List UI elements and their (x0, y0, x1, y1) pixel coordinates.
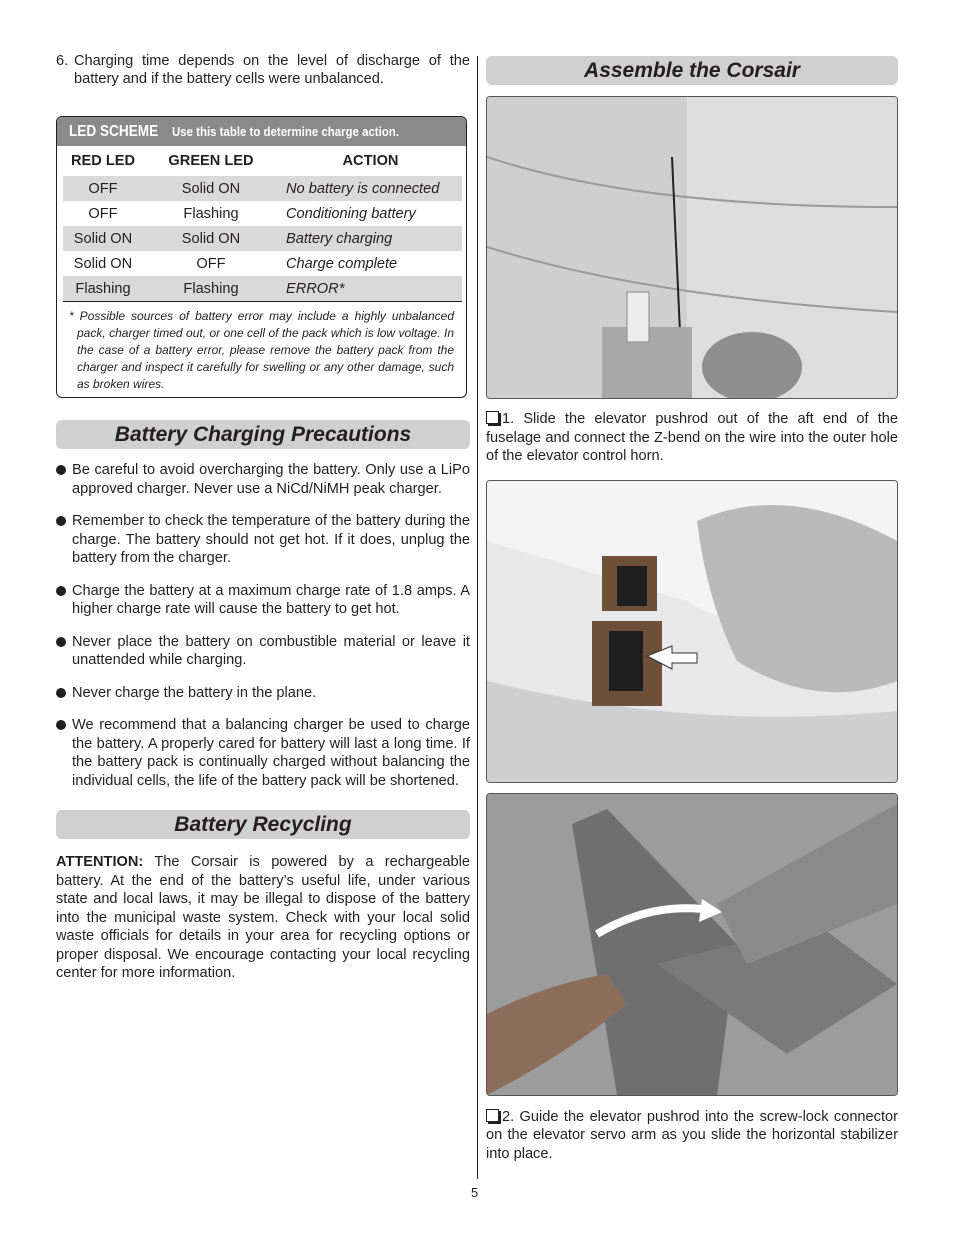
assemble-step-1 (486, 410, 898, 466)
action-cell: Battery charging (279, 226, 462, 251)
right-column (486, 56, 898, 1163)
header-action: ACTION (342, 153, 399, 169)
table-row (63, 201, 462, 226)
bullet-icon (56, 465, 66, 475)
header-green-led: GREEN LED (168, 153, 254, 169)
checkbox-icon[interactable] (486, 1109, 499, 1122)
led-scheme-box (56, 116, 467, 398)
green-led-cell: Flashing (143, 276, 279, 302)
step-6 (56, 52, 470, 88)
photo-horizontal-stabilizer (486, 793, 898, 1096)
led-scheme-subtitle: Use this table to determine charge action. (171, 124, 399, 139)
recycling-text: The Corsair is powered by a rechargeable battery. At the end of the battery’s useful life, under various state and local laws, it may be illegal to dispose of the battery into the municipal waste system. Check with your local solid waste officials for details in your area for recycling options or proper disposal. We encourage contacting your local recycling center for more information. (56, 854, 470, 981)
green-led-cell: OFF (196, 255, 226, 272)
precautions-heading: Battery Charging Precautions (56, 420, 470, 449)
list-item (56, 512, 470, 568)
step-2-text: 2. Guide the elevator pushrod into the screw-lock connector on the elevator servo arm as you slide the horizontal stabilizer into place. (486, 1108, 898, 1162)
assemble-heading: Assemble the Corsair (486, 56, 898, 85)
step-6-number: 6. (56, 53, 69, 69)
red-led-cell: Solid ON (63, 226, 143, 251)
list-item-text: Remember to check the temperature of the battery during the charge. The battery should not get hot. If it does, unplug the battery from the charger. (72, 513, 470, 566)
list-item-text: We recommend that a balancing charger be used to charge the battery. A properly cared for battery will last a long time. If the battery pack is continually charged without balancing the individual cells, the life of the battery pack will be shortened. (72, 717, 470, 789)
recycling-heading: Battery Recycling (56, 810, 470, 839)
red-led-cell: OFF (88, 205, 118, 222)
left-column (56, 52, 470, 983)
checkbox-icon[interactable] (486, 411, 499, 424)
table-row (63, 251, 462, 276)
list-item-text: Charge the battery at a maximum charge rate of 1.8 amps. A higher charge rate will cause the battery to get hot. (72, 582, 470, 617)
red-led-cell: OFF (63, 176, 143, 201)
page-number: 5 (471, 1185, 479, 1200)
bullet-icon (56, 586, 66, 596)
list-item (56, 633, 470, 670)
led-table (63, 146, 462, 302)
green-led-cell: Solid ON (143, 176, 279, 201)
precautions-list (56, 461, 470, 790)
list-item-text: Never charge the battery in the plane. (72, 684, 317, 701)
assemble-step-2 (486, 1108, 898, 1164)
led-table-header-row (63, 146, 462, 176)
photo-servo-arm (486, 480, 898, 783)
list-item (56, 716, 470, 790)
recycling-paragraph (56, 853, 470, 983)
red-led-cell: Flashing (63, 276, 143, 302)
action-cell: Charge complete (286, 255, 398, 272)
list-item (56, 684, 470, 703)
green-led-cell: Flashing (183, 205, 239, 222)
bullet-icon (56, 637, 66, 647)
bullet-icon (56, 720, 66, 730)
list-item-text: Never place the battery on combustible material or leave it unattended while charging. (72, 633, 470, 668)
attention-label: ATTENTION: (56, 854, 144, 870)
table-row (63, 176, 462, 201)
list-item-text: Be careful to avoid overcharging the battery. Only use a LiPo approved charger. Never use a NiCd/NiMH peak charger. (72, 462, 470, 497)
green-led-cell: Solid ON (143, 226, 279, 251)
column-divider (477, 56, 478, 1179)
photo-elevator-horn (486, 96, 898, 399)
step-6-text: Charging time depends on the level of discharge of the battery and if the battery cells were unbalanced. (74, 53, 470, 87)
led-footnote: * Possible sources of battery error may include a highly unbalanced pack, charger timed out, or one cell of the pack which is low voltage. In the case of a battery error, please remove the battery pack from the charger and inspect it carefully for swelling or any other damage, such as broken wires. (69, 309, 454, 391)
led-scheme-header (57, 117, 466, 146)
list-item (56, 461, 470, 498)
bullet-icon (56, 688, 66, 698)
list-item (56, 582, 470, 619)
table-row (63, 226, 462, 251)
led-scheme-title: LED SCHEME (69, 122, 159, 140)
action-cell: No battery is connected (279, 176, 462, 201)
action-cell: Conditioning battery (286, 205, 416, 222)
bullet-icon (56, 516, 66, 526)
table-row (63, 276, 462, 302)
header-red-led: RED LED (70, 153, 136, 169)
step-1-text: 1. Slide the elevator pushrod out of the aft end of the fuselage and connect the Z-bend on the wire into the outer hole of the elevator control horn. (486, 411, 898, 464)
red-led-cell: Solid ON (73, 255, 133, 272)
action-cell: ERROR* (279, 276, 462, 302)
